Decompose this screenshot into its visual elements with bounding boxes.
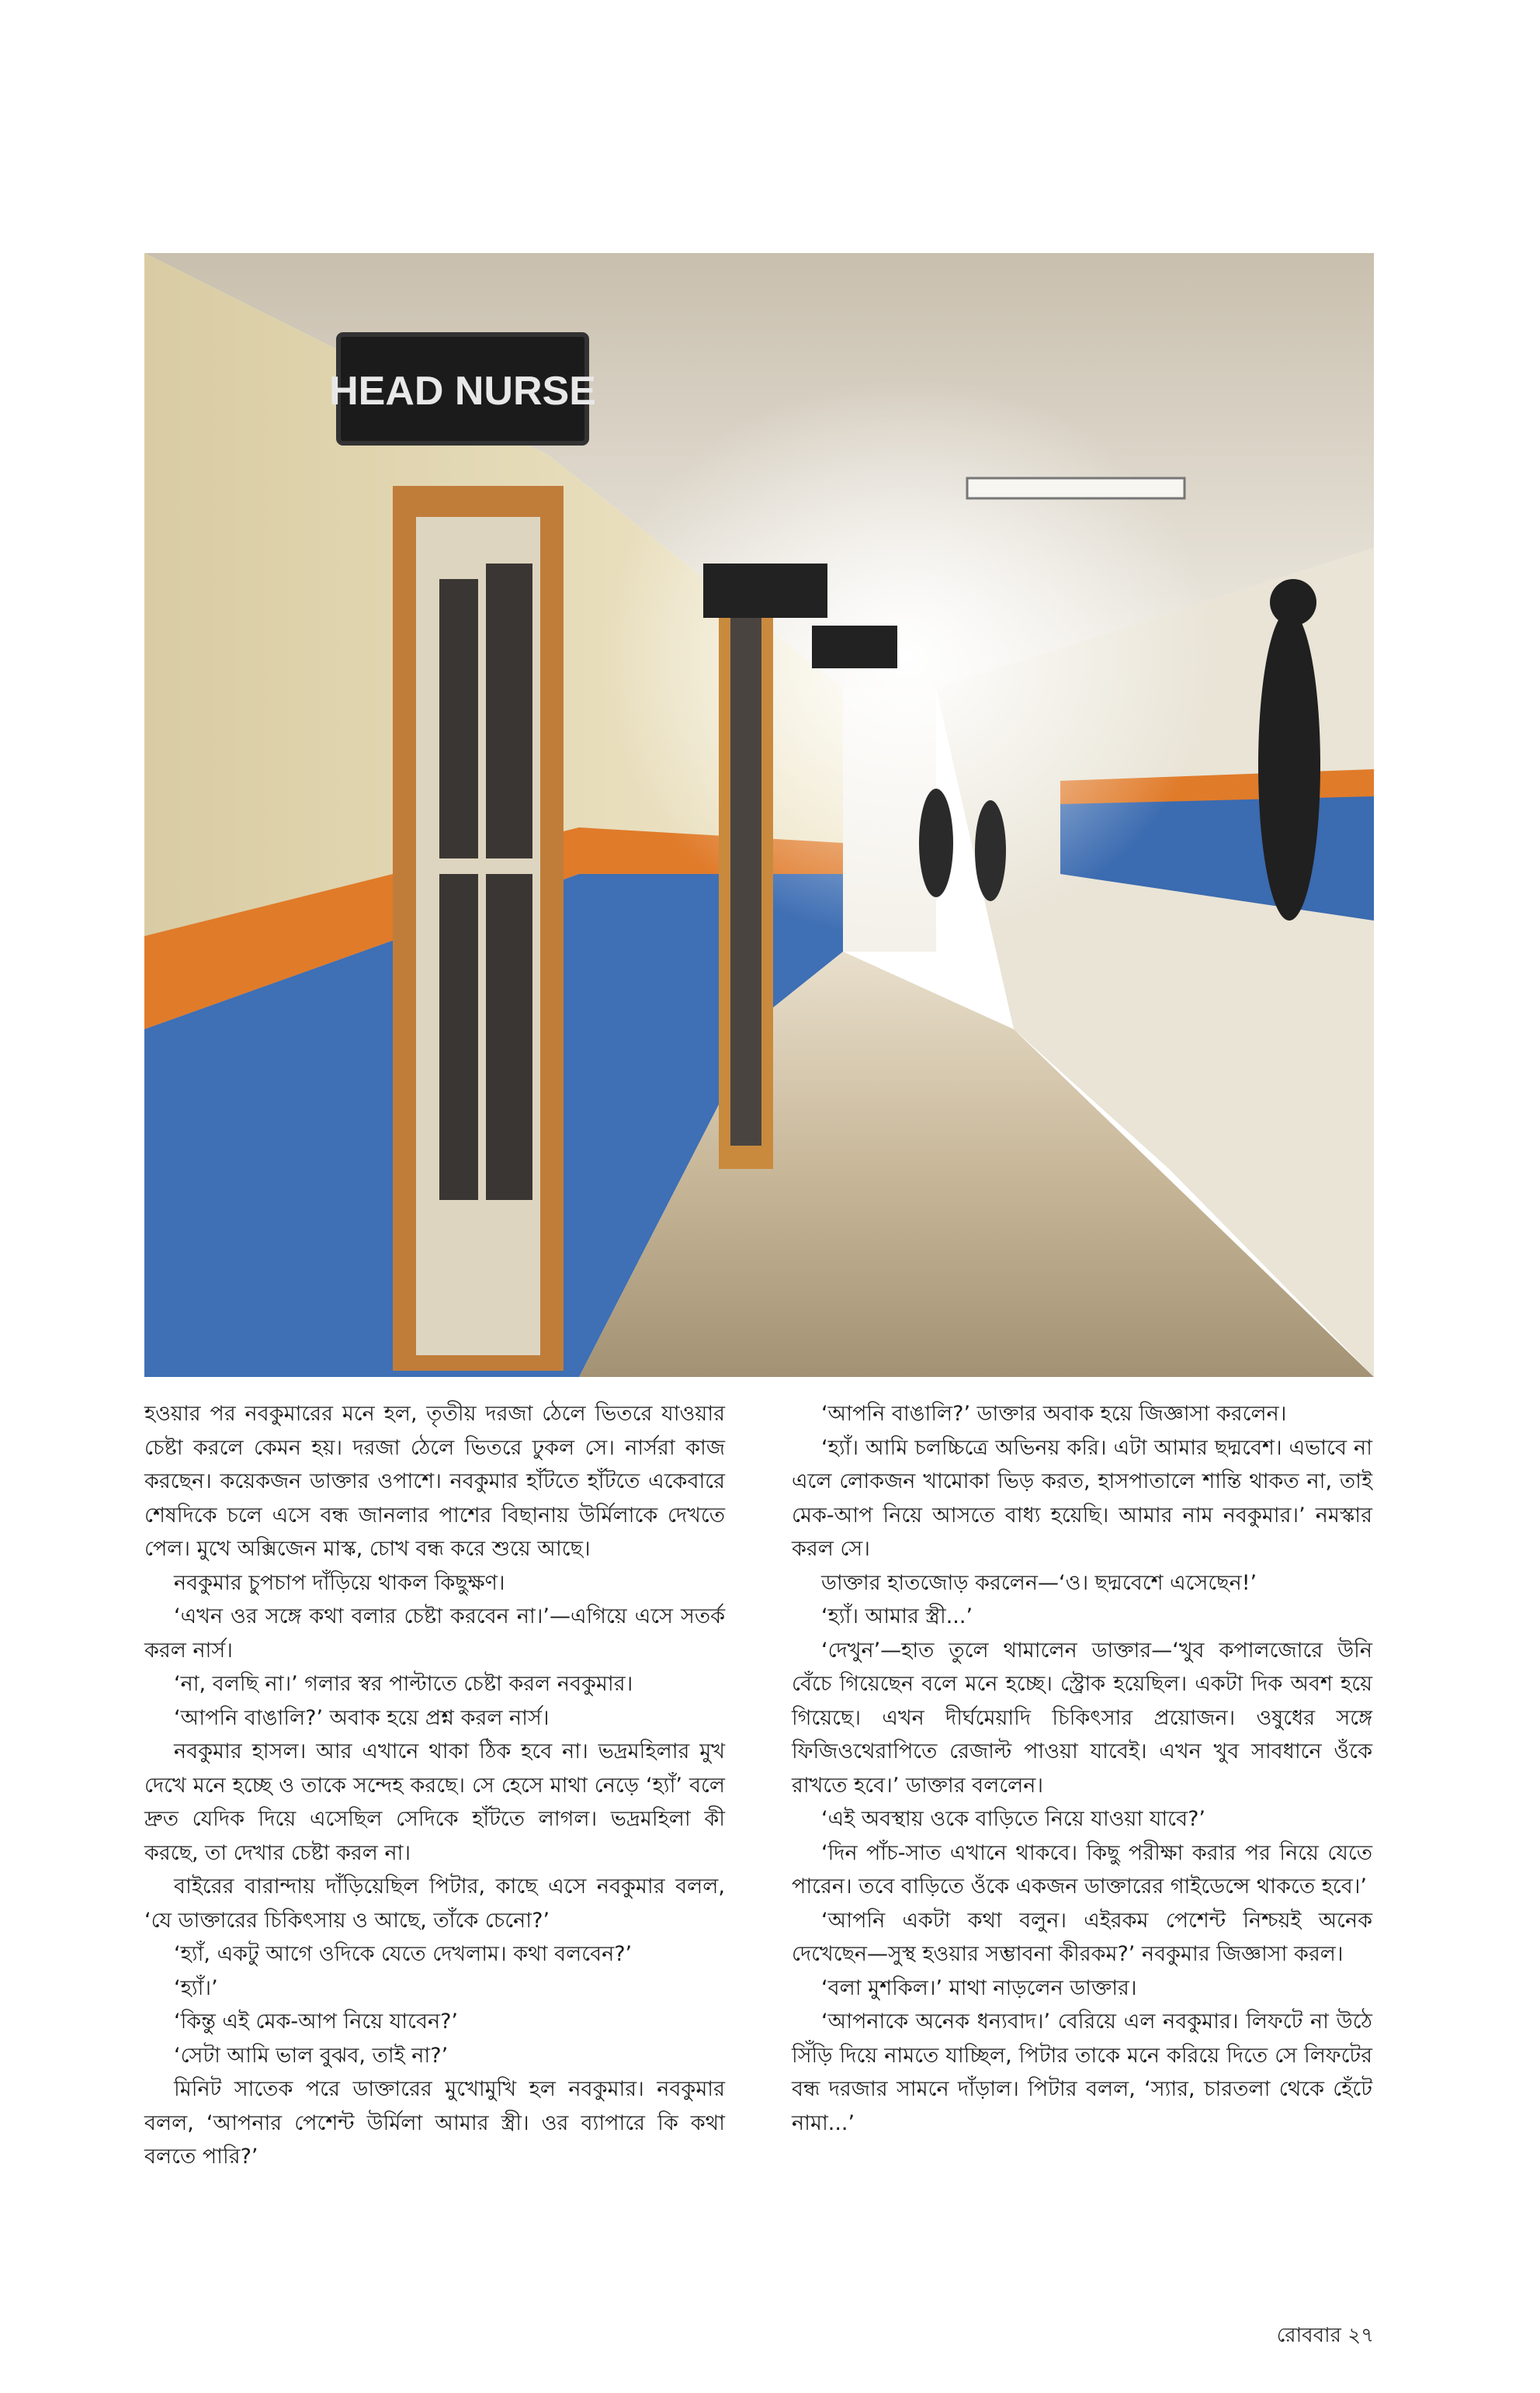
paragraph: ‘আপনি বাঙালি?’ ডাক্তার অবাক হয়ে জিজ্ঞাসা করলেন। [821,1402,1287,1426]
paragraph: ‘না, বলছি না।’ গলার স্বর পাল্টাতে চেষ্টা করল নবকুমার। [174,1672,633,1696]
paragraph: ‘এখন ওর সঙ্গে কথা বলার চেষ্টা করবেন না।’—এগিয়ে এসে সতর্ক করল নার্স। [144,1604,725,1663]
paragraph: ‘সেটা আমি ভাল বুঝব, তাই না?’ [174,2043,449,2068]
paragraph: ‘হ্যাঁ।’ [174,1975,218,2000]
paragraph: ‘হ্যাঁ, একটু আগে ওদিকে যেতে দেখলাম। কথা বলবেন?’ [174,1942,633,1966]
paragraph: ‘হ্যাঁ। আমি চলচ্চিত্রে অভিনয় করি। এটা আমার ছদ্মবেশ। এভাবে না এলে লোকজন খামোকা ভিড় করত, হাসপাতালে শান্তি থাকত না, তাই মেক-আপ নিয়ে আসতে বাধ্য হয়েছি। আমার নাম নবকুমার।’ নমস্কার করল সে। [792,1435,1372,1561]
corridor-painting [144,253,1374,1377]
paragraph: ডাক্তার হাতজোড় করলেন—‘ও। ছদ্মবেশে এসেছেন!’ [821,1570,1257,1595]
paragraph: হওয়ার পর নবকুমারের মনে হল, তৃতীয় দরজা ঠেলে ভিতরে যাওয়ার চেষ্টা করলে কেমন হয়। দরজা ঠেলে ভিতরে ঢুকল সে। নার্সরা কাজ করছেন। কয়েকজন ডাক্তার ওপাশে। নবকুমার হাঁটতে হাঁটতে একেবারে শেষদিকে চলে এসে বন্ধ জানলার পাশের বিছানায় উর্মিলাকে দেখতে পেল। মুখে অক্সিজেন মাস্ক, চোখ বন্ধ করে শুয়ে আছে। [144,1402,725,1561]
paragraph: ‘আপনি একটা কথা বলুন। এইরকম পেশেন্ট নিশ্চয়ই অনেক দেখেছেন—সুস্থ হওয়ার সম্ভাবনা কীরকম?’ নবকুমার জিজ্ঞাসা করল। [792,1908,1372,1966]
paragraph: ‘হ্যাঁ। আমার স্ত্রী...’ [821,1604,973,1628]
paragraph: ‘দিন পাঁচ-সাত এখানে থাকবে। কিছু পরীক্ষা করার পর নিয়ে যেতে পারেন। তবে বাড়িতে ওঁকে একজন ডাক্তারের গাইডেন্সে থাকতে হবে।’ [792,1840,1372,1899]
hospital-corridor-illustration [144,253,1374,1377]
paragraph: ‘এই অবস্থায় ওকে বাড়িতে নিয়ে যাওয়া যাবে?’ [821,1807,1206,1831]
paragraph: নবকুমার চুপচাপ দাঁড়িয়ে থাকল কিছুক্ষণ। [174,1570,505,1595]
head-nurse-sign: HEAD NURSE [329,369,596,414]
page-footer: রোববার ২৭ [1276,2324,1374,2347]
paragraph: নবকুমার হাসল। আর এখানে থাকা ঠিক হবে না। ভদ্রমহিলার মুখ দেখে মনে হচ্ছে ও তাকে সন্দেহ করছে। সে হেসে মাথা নেড়ে ‘হ্যাঁ’ বলে দ্রুত যেদিক দিয়ে এসেছিল সেদিকে হাঁটতে লাগল। ভদ্রমহিলা কী করছে, তা দেখার চেষ্টা করল না। [144,1739,725,1865]
article-column-right [792,1397,1372,2140]
paragraph: ‘কিন্তু এই মেক-আপ নিয়ে যাবেন?’ [174,2010,459,2034]
paragraph: ‘আপনাকে অনেক ধন্যবাদ।’ বেরিয়ে এল নবকুমার। লিফটে না উঠে সিঁড়ি দিয়ে নামতে যাচ্ছিল, পিটার তাকে মনে করিয়ে দিতে সে লিফটের বন্ধ দরজার সামনে দাঁড়াল। পিটার বলল, ‘স্যার, চারতলা থেকে হেঁটে নামা...’ [792,2010,1372,2135]
paragraph: মিনিট সাতেক পরে ডাক্তারের মুখোমুখি হল নবকুমার। নবকুমার বলল, ‘আপনার পেশেন্ট উর্মিলা আমার স্ত্রী। ওর ব্যাপারে কি কথা বলতে পারি?’ [144,2077,725,2169]
article-column-left [144,1397,725,2174]
paragraph: বাইরের বারান্দায় দাঁড়িয়েছিল পিটার, কাছে এসে নবকুমার বলল, ‘যে ডাক্তারের চিকিৎসায় ও আছে, তাঁকে চেনো?’ [144,1875,725,1933]
paragraph: ‘আপনি বাঙালি?’ অবাক হয়ে প্রশ্ন করল নার্স। [174,1705,550,1730]
paragraph: ‘দেখুন’—হাত তুলে থামালেন ডাক্তার—‘খুব কপালজোরে উনি বেঁচে গিয়েছেন বলে মনে হচ্ছে। স্ট্রোক হয়েছিল। একটা দিক অবশ হয়ে গিয়েছে। এখন দীর্ঘমেয়াদি চিকিৎসার প্রয়োজন। ওষুধের সঙ্গে ফিজিওথেরাপিতে রেজাল্ট পাওয়া যাবেই। এখন খুব সাবধানে ওঁকে রাখতে হবে।’ ডাক্তার বললেন। [792,1638,1372,1798]
paragraph: ‘বলা মুশকিল।’ মাথা নাড়লেন ডাক্তার। [821,1975,1137,2000]
